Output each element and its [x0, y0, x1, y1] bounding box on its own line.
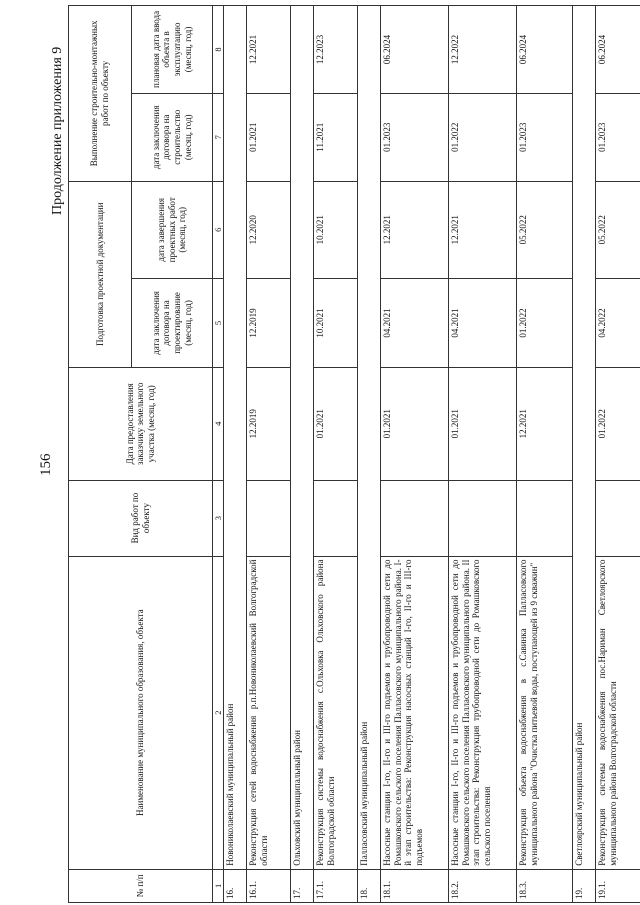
- table-row: [449, 6, 517, 903]
- land-date-cell: 01.2021: [381, 367, 449, 480]
- row-number: 16.: [224, 869, 247, 902]
- design-contract-cell: 01.2022: [517, 278, 573, 367]
- row-number: 17.: [291, 869, 314, 902]
- object-name: Реконструкция системы водоснабжения пос.Нариман Светлоярского муниципального района Волгоградской области: [596, 556, 640, 869]
- build-contract-cell: 11.2021: [314, 93, 358, 181]
- section-title: Новониколаевский муниципальный район: [224, 6, 247, 870]
- design-end-cell: 12.2021: [381, 181, 449, 278]
- header-build-group: Выполнение строительно-монтажных работ по объекту: [69, 6, 132, 182]
- column-number: 5: [213, 278, 224, 367]
- work-type-cell: [247, 480, 291, 556]
- column-number: 7: [213, 93, 224, 181]
- land-date-cell: 01.2021: [449, 367, 517, 480]
- commission-date-cell: 06.2024: [517, 6, 573, 94]
- work-type-cell: [449, 480, 517, 556]
- build-contract-cell: 01.2021: [247, 93, 291, 181]
- commission-date-cell: 06.2024: [596, 6, 640, 94]
- design-end-cell: 05.2022: [517, 181, 573, 278]
- design-contract-cell: 12.2019: [247, 278, 291, 367]
- design-end-cell: 12.2020: [247, 181, 291, 278]
- section-title: Палласовский муниципальный район: [358, 6, 381, 870]
- column-number: 2: [213, 556, 224, 869]
- row-number: 19.: [573, 869, 596, 902]
- row-number: 18.3.: [517, 869, 573, 902]
- work-type-cell: [596, 480, 640, 556]
- header-build-contract: дата заключения договора на строительство (месяц, год): [132, 93, 213, 181]
- land-date-cell: 12.2021: [517, 367, 573, 480]
- header-name: Наименование муниципального образования, объекта: [69, 556, 213, 869]
- land-date-cell: 12.2019: [247, 367, 291, 480]
- work-type-cell: [314, 480, 358, 556]
- section-row: [291, 6, 314, 903]
- commission-date-cell: 06.2024: [381, 6, 449, 94]
- schedule-table: [68, 5, 640, 903]
- table-row: [314, 6, 358, 903]
- build-contract-cell: 01.2023: [517, 93, 573, 181]
- land-date-cell: 01.2022: [596, 367, 640, 480]
- table-row: [596, 6, 640, 903]
- header-commission: плановая дата ввода объекта в эксплуатацию (месяц, год): [132, 6, 213, 94]
- column-number: 8: [213, 6, 224, 94]
- row-number: 16.1.: [247, 869, 291, 902]
- header-num: № п/п: [69, 869, 213, 902]
- design-contract-cell: 04.2021: [449, 278, 517, 367]
- table-row: [381, 6, 449, 903]
- header-land-date: Дата предоставления заказчику земельного участка (месяц, год): [69, 367, 213, 480]
- row-number: 18.: [358, 869, 381, 902]
- page-number: 156: [38, 453, 54, 476]
- object-name: Реконструкция объекта водоснабжения в с.Савинка Палласовского муниципального района "Очистка питьевой воды, поступающей из 9 скважин": [517, 556, 573, 869]
- row-number: 19.1.: [596, 869, 640, 902]
- commission-date-cell: 12.2023: [314, 6, 358, 94]
- header-design-end: дата завершения проектных работ (месяц, год): [132, 181, 213, 278]
- design-end-cell: 12.2021: [449, 181, 517, 278]
- design-contract-cell: 04.2021: [381, 278, 449, 367]
- design-contract-cell: 10.2021: [314, 278, 358, 367]
- row-number: 17.1.: [314, 869, 358, 902]
- column-number: 3: [213, 480, 224, 556]
- section-row: [573, 6, 596, 903]
- row-number: 18.2.: [449, 869, 517, 902]
- design-end-cell: 05.2022: [596, 181, 640, 278]
- object-name: Реконструкция сетей водоснабжения р.п.Новониколаевский Волгоградской области: [247, 556, 291, 869]
- section-row: [224, 6, 247, 903]
- column-number: 1: [213, 869, 224, 902]
- section-row: [358, 6, 381, 903]
- row-number: 18.1.: [381, 869, 449, 902]
- build-contract-cell: 01.2023: [596, 93, 640, 181]
- section-title: Светлоярский муниципальный район: [573, 6, 596, 870]
- header-design-contract: дата заключения договора на проектирование (месяц, год): [132, 278, 213, 367]
- column-number: 6: [213, 181, 224, 278]
- object-name: Реконструкция системы водоснабжения с.Ольховка Ольховского района Волгоградской области: [314, 556, 358, 869]
- header-design-group: Подготовка проектной документации: [69, 181, 132, 367]
- commission-date-cell: 12.2021: [247, 6, 291, 94]
- design-contract-cell: 04.2022: [596, 278, 640, 367]
- page-subtitle: Продолжение приложения 9: [50, 46, 65, 215]
- build-contract-cell: 01.2023: [381, 93, 449, 181]
- work-type-cell: [517, 480, 573, 556]
- design-end-cell: 10.2021: [314, 181, 358, 278]
- column-number: 4: [213, 367, 224, 480]
- table-row: [517, 6, 573, 903]
- land-date-cell: 01.2021: [314, 367, 358, 480]
- work-type-cell: [381, 480, 449, 556]
- object-name: Насосные станции I-го, II-го и III-го подъемов и трубопроводной сети до Ромашковского сельского поселения Палласовского муниципального района. I-й этап строительства: Реконструкция насосных станций I-го, II-го и III-го подъемов: [381, 556, 449, 869]
- build-contract-cell: 01.2022: [449, 93, 517, 181]
- commission-date-cell: 12.2022: [449, 6, 517, 94]
- header-work-type: Вид работ по объекту: [69, 480, 213, 556]
- section-title: Ольховский муниципальный район: [291, 6, 314, 870]
- table-row: [247, 6, 291, 903]
- object-name: Насосные станции I-го, II-го и III-го подъемов и трубопроводной сети до Ромашковского сельского поселения Палласовского муниципального района. II этап строительства: Реконструкция трубопроводной сети до Ромашковского сельского поселения: [449, 556, 517, 869]
